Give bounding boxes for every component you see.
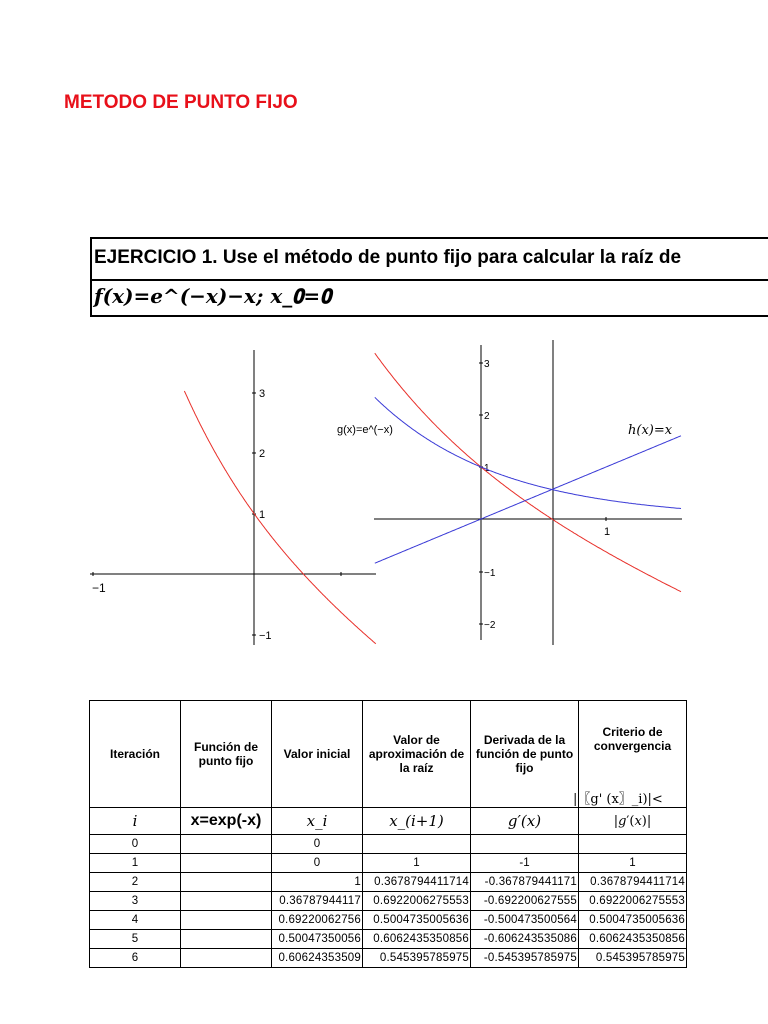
table-cell: 5 (90, 930, 181, 949)
table-cell: 3 (90, 892, 181, 911)
header-cell: Valor inicial (272, 701, 363, 808)
y-tick-label: 3 (484, 359, 490, 370)
table-cell: -0.692200627555 (471, 892, 579, 911)
exercise-function: 𝒇(𝒙)=𝒆^(−𝒙)−𝒙; 𝒙_𝟎=𝟎 (94, 284, 332, 308)
table-cell (181, 892, 272, 911)
table-cell (181, 835, 272, 854)
table-row (90, 911, 687, 930)
y-tick-label: −2 (484, 620, 496, 631)
page-title: METODO DE PUNTO FIJO (64, 92, 298, 113)
table-cell: 0.69220062756 (272, 911, 363, 930)
y-tick-label: 3 (259, 388, 266, 400)
header-cell: Función de punto fijo (181, 701, 272, 808)
table-cell: -0.606243535086 (471, 930, 579, 949)
table-cell: 0.6922006275553 (579, 892, 687, 911)
table-cell: 4 (90, 911, 181, 930)
table-cell (471, 835, 579, 854)
table-cell (579, 835, 687, 854)
table-cell: 2 (90, 873, 181, 892)
curve-h (375, 436, 681, 563)
header-cell-criterion (573, 701, 687, 808)
plot-f (88, 345, 378, 650)
label-h: ℎ(𝑥)=𝑥 (628, 423, 673, 438)
header-cell: Iteración (90, 701, 181, 808)
table-row (90, 835, 687, 854)
table-cell: 0.6062435350856 (579, 930, 687, 949)
symbol-cell: 𝑥_𝑖 (272, 808, 363, 835)
table-cell: 0.6062435350856 (363, 930, 471, 949)
label-g: g(x)=e^(−x) (337, 424, 393, 436)
y-tick-label: 1 (259, 509, 266, 521)
y-tick-label: −1 (484, 568, 496, 579)
header-criterion-label: Criterio de convergencia (593, 725, 672, 753)
table-cell (181, 949, 272, 968)
exercise-statement: EJERCICIO 1. Use el método de punto fijo para calcular la raíz de (94, 247, 682, 268)
table-cell: 0.545395785975 (363, 949, 471, 968)
table-cell (181, 873, 272, 892)
table-row (90, 930, 687, 949)
table-cell: 1 (579, 854, 687, 873)
table-cell (181, 930, 272, 949)
table-cell (363, 835, 471, 854)
table-cell: 0.5004735005636 (363, 911, 471, 930)
table-cell: 0 (272, 835, 363, 854)
exercise-box (90, 237, 768, 317)
curve-f (375, 353, 681, 592)
table-cell: 1 (272, 873, 363, 892)
criterion-formula: |〖g' (x〗_i)|< (573, 792, 663, 807)
table-cell: 0.6922006275553 (363, 892, 471, 911)
header-cell: Derivada de la función de punto fijo (471, 701, 579, 808)
table-cell: 0.3678794411714 (579, 873, 687, 892)
symbol-row (90, 808, 687, 835)
table-cell: 1 (363, 854, 471, 873)
symbol-cell: 𝑔′(𝑥) (471, 808, 579, 835)
table-cell: 1 (90, 854, 181, 873)
table-cell: -0.500473500564 (471, 911, 579, 930)
table-cell: 0.60624353509 (272, 949, 363, 968)
table-cell: 0.5004735005636 (579, 911, 687, 930)
plot-fixed-point (337, 340, 684, 645)
header-row (90, 701, 687, 808)
table-cell: 0 (90, 835, 181, 854)
y-tick-label: −1 (259, 630, 272, 642)
table-cell (181, 911, 272, 930)
table-cell: 0 (272, 854, 363, 873)
table-row (90, 949, 687, 968)
x-tick-label: 1 (604, 526, 611, 538)
y-tick-label: 2 (259, 448, 266, 460)
table-cell: -1 (471, 854, 579, 873)
table-cell: 0.3678794411714 (363, 873, 471, 892)
symbol-cell: 𝑖 (90, 808, 181, 835)
table-row (90, 873, 687, 892)
exercise-divider (92, 279, 768, 281)
header-cell: Valor de aproximación de la raíz (363, 701, 471, 808)
iteration-table (89, 700, 687, 968)
table-row (90, 892, 687, 911)
table-cell: -0.545395785975 (471, 949, 579, 968)
table-cell (181, 854, 272, 873)
symbol-cell: 𝑥_(𝑖+1) (363, 808, 471, 835)
table-cell: 6 (90, 949, 181, 968)
x-tick-label: −1 (92, 581, 106, 595)
table-cell: -0.367879441171 (471, 873, 579, 892)
y-tick-label: 1 (484, 463, 490, 474)
y-tick-label: 2 (484, 411, 490, 422)
table-cell: 0.50047350056 (272, 930, 363, 949)
table-row (90, 854, 687, 873)
curve-g (375, 397, 681, 508)
symbol-cell: x=exp(-x) (181, 808, 272, 835)
table-cell: 0.36787944117 (272, 892, 363, 911)
symbol-cell: |𝑔′(𝑥)| (579, 808, 687, 835)
table-cell: 0.545395785975 (579, 949, 687, 968)
